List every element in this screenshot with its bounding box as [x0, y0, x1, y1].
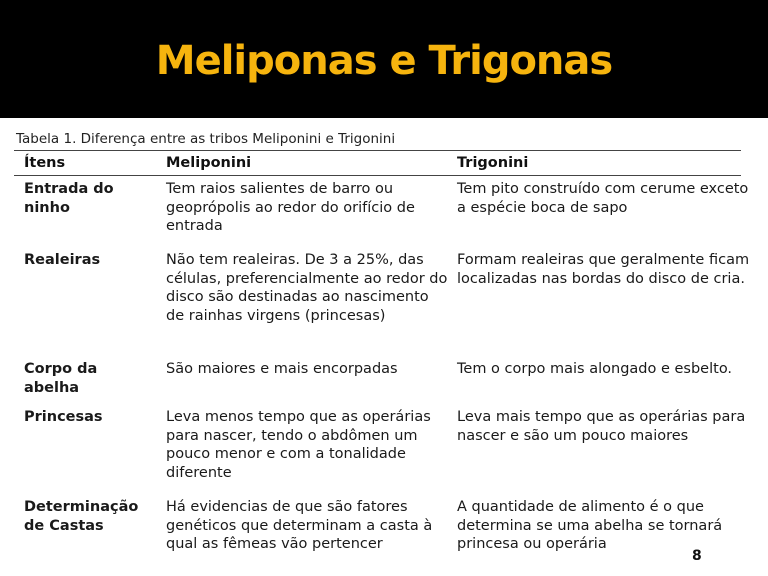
row-trigonini: Formam realeiras que geralmente ficam localizadas nas bordas do disco de cria.: [457, 252, 750, 287]
header-meliponini: Meliponini: [166, 155, 252, 171]
row-meliponini: Há evidencias de que são fatores genéticos que determinam a casta à qual as fêmeas vão pertencer: [166, 499, 433, 552]
row-item: Determinação de Castas: [24, 499, 139, 534]
row-trigonini: Leva mais tempo que as operárias para nascer e são um pouco maiores: [457, 409, 746, 444]
header-items: Ítens: [24, 155, 66, 171]
row-item: Princesas: [24, 409, 103, 425]
row-meliponini: São maiores e mais encorpadas: [166, 361, 398, 377]
table-top-rule: [14, 150, 741, 151]
row-item: Entrada do ninho: [24, 181, 114, 216]
row-trigonini: Tem o corpo mais alongado e esbelto.: [457, 361, 733, 377]
header-trigonini: Trigonini: [457, 155, 529, 171]
row-meliponini: Tem raios salientes de barro ou geoprópolis ao redor do orifício de entrada: [166, 181, 415, 234]
row-item: Realeiras: [24, 252, 101, 268]
row-meliponini: Leva menos tempo que as operárias para nascer, tendo o abdômen um pouco menor e com a tonalidade diferente: [166, 409, 431, 481]
title-bar: [0, 0, 768, 118]
row-trigonini: Tem pito construído com cerume exceto a espécie boca de sapo: [457, 181, 749, 216]
row-trigonini: A quantidade de alimento é o que determina se uma abelha se tornará princesa ou operária: [457, 499, 723, 552]
header-rule: [14, 175, 741, 176]
row-item: Corpo da abelha: [24, 361, 98, 396]
slide-title: Meliponas e Trigonas: [155, 38, 613, 84]
row-meliponini: Não tem realeiras. De 3 a 25%, das células, preferencialmente ao redor do disco são destinadas ao nascimento de rainhas virgens (princesas): [166, 252, 448, 324]
table-caption: Tabela 1. Diferença entre as tribos Meliponini e Trigonini: [16, 131, 396, 147]
page-number: 8: [692, 548, 702, 564]
